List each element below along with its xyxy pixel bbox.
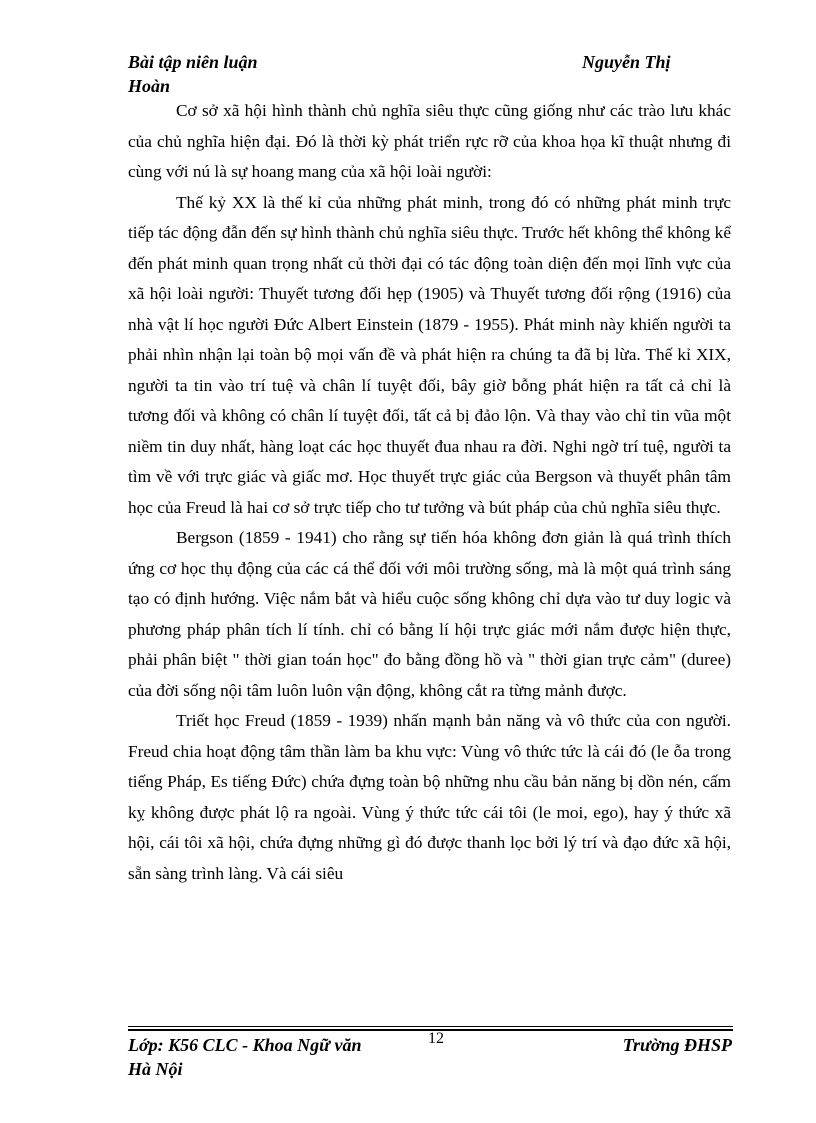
paragraph-3: Bergson (1859 - 1941) cho rằng sự tiến hóa không đơn giản là quá trình thích ứng cơ học thụ động của các cá thể đối với môi trường sống, mà là một quá trình sáng tạo có định hướng. Việc nắm bắt và hiểu cuộc sống không chỉ dựa vào tư duy logic và phương pháp phân tích lí tính. chỉ có bằng lí hội trực giác mới nắm được hiện thực, phải phân biệt " thời gian toán học" đo bằng đồng hồ và " thời gian trực cảm" (duree) của đời sống nội tâm luôn luôn vận động, không cắt ra từng mảnh được.	[128, 528, 731, 700]
header-title-wrap: Hoàn	[128, 76, 171, 96]
footer-left	[128, 1033, 428, 1081]
page-footer	[128, 1030, 734, 1083]
footer-school: Trường ĐHSP	[622, 1035, 732, 1055]
footer-class: Lớp: K56 CLC - Khoa Ngữ văn	[128, 1035, 362, 1055]
footer-class-wrap: Hà Nội	[128, 1059, 183, 1079]
header-title: Bài tập niên luận	[128, 52, 258, 72]
page-number: 12	[428, 1030, 444, 1047]
header-author: Nguyễn Thị	[582, 52, 671, 72]
header-left	[128, 50, 378, 98]
paragraph-1: Cơ sở xã hội hình thành chủ nghĩa siêu thực cũng giống như các trào lưu khác của chủ nghĩa hiện đại. Đó là thời kỳ phát triển rực rỡ của khoa họa kĩ thuật nhưng đi cùng với nú là sự hoang mang của xã hội loài người:	[128, 101, 731, 181]
paragraph-4: Triết học Freud (1859 - 1939) nhấn mạnh bản năng và vô thức của con người. Freud chia hoạt động tâm thần làm ba khu vực: Vùng vô thức tức là cái đó (le ỗa trong tiếng Pháp, Es tiếng Đức) chứa đựng toàn bộ những nhu cầu bản năng bị dồn nén, cấm kỵ không được phát lộ ra ngoài. Vùng ý thức tức cái tôi (le moi, ego), hay ý thức xã hội, cái tôi xã hội, chứa đựng những gì đó được thanh lọc bởi lý trí và đạo đức xã hội, sẵn sàng trình làng. Và cái siêu	[128, 711, 731, 883]
page-header	[128, 50, 734, 98]
paragraph-2: Thế kỷ XX là thế kỉ của những phát minh, trong đó có những phát minh trực tiếp tác động đẫn đến sự hình thành chủ nghĩa siêu thực. Trước hết không thể không kể đến phát minh quan trọng nhất củ thời đại có tác động toàn diện đến mọi lĩnh vực của xã hội loài người: Thuyết tương đối hẹp (1905) và Thuyết tương đối rộng (1916) của nhà vật lí học người Đức Albert Einstein (1879 - 1955). Phát minh này khiến người ta phải nhìn nhận lại toàn bộ mọi vấn đề và phát hiện ra chúng ta đã bị lừa. Thế kỉ XIX, người ta tin vào trí tuệ và chân lí tuyệt đối, bây giờ bỗng phát hiện ra tất cả chỉ là tương đối và không có chân lí tuyệt đối, tất cả bị đảo lộn. Và thay vào chỉ tin vũa một niềm tin duy nhất, hàng loạt các học thuyết đua nhau ra đời. Nghi ngờ trí tuệ, người ta tìm về với trực giác và giấc mơ. Học thuyết trực giác của Bergson và thuyết phân tâm học của Freud là hai cơ sở trực tiếp cho tư tưởng và bút pháp của chủ nghĩa siêu thực.	[128, 192, 731, 517]
document-body	[128, 96, 731, 889]
